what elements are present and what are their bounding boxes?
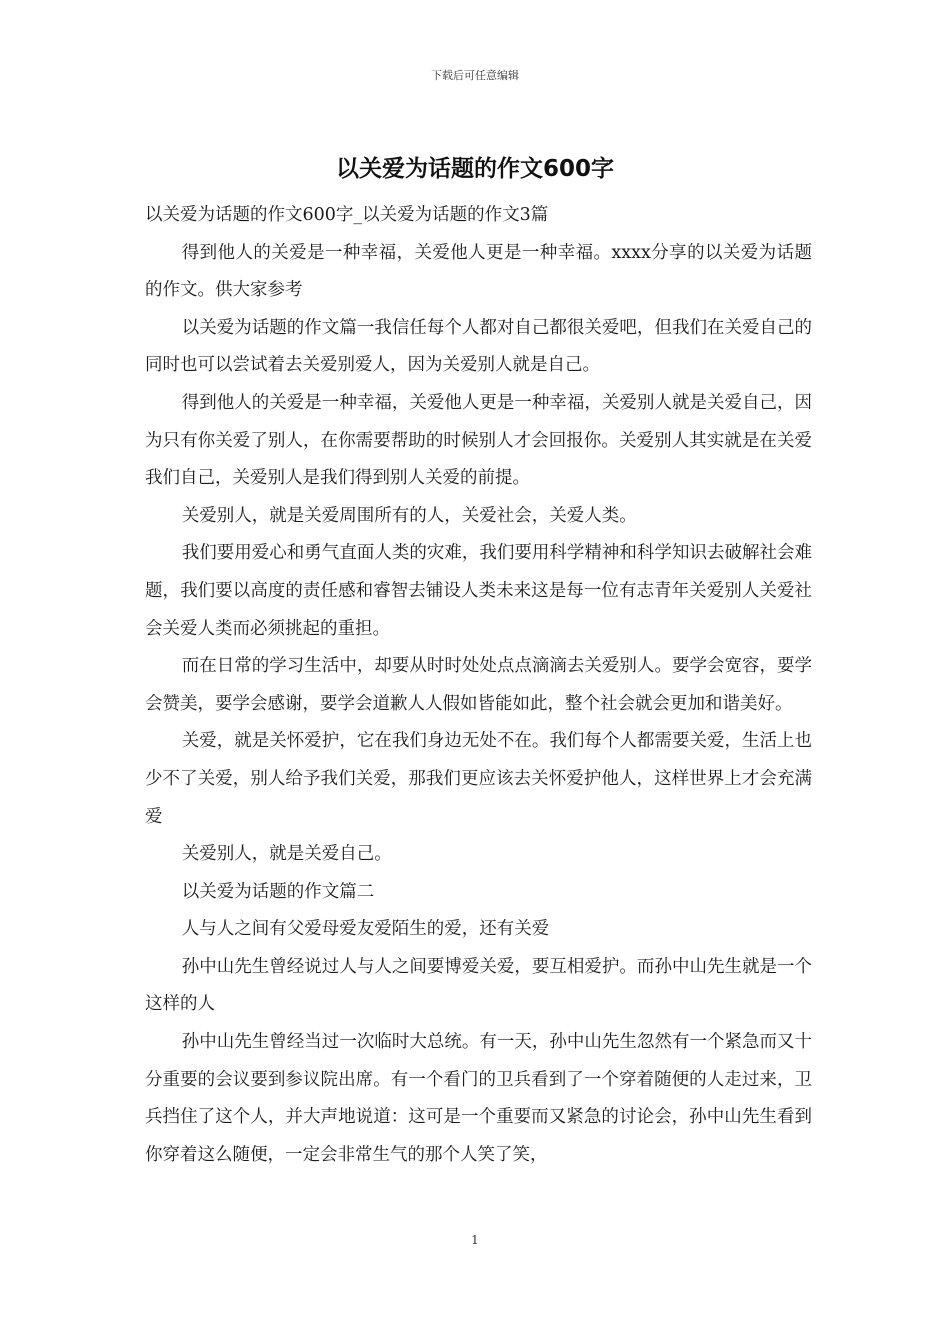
body-paragraph: 关爱别人，就是关爱周围所有的人，关爱社会，关爱人类。 — [181, 505, 637, 526]
body-paragraph: 关爱，就是关怀爱护，它在我们身边无处不在。我们每个人都需要关爱，生活上也少不了关爱，别人给予我们关爱，那我们更应该去关怀爱护他人，这样世界上才会充满爱 — [145, 731, 812, 827]
document-body — [145, 197, 812, 1174]
body-paragraph: 孙中山先生曾经当过一次临时大总统。有一天，孙中山先生忽然有一个紧急而又十分重要的会议要到参议院出席。有一个看门的卫兵看到了一个穿着随便的人走过来，卫兵挡住了这个人，并大声地说道：这可是一个重要而又紧急的讨论会，孙中山先生看到你穿着这么随便，一定会非常生气的那个人笑了笑， — [145, 1032, 812, 1165]
section-heading: 以关爱为话题的作文篇二 — [181, 881, 375, 902]
body-paragraph: 得到他人的关爱是一种幸福，关爱他人更是一种幸福，关爱别人就是关爱自己，因为只有你关爱了别人，在你需要帮助的时候别人才会回报你。关爱别人其实就是在关爱我们自己，关爱别人是我们得到别人关爱的前提。 — [145, 392, 812, 489]
body-paragraph: 人与人之间有父爱母爱友爱陌生的爱，还有关爱 — [181, 919, 550, 940]
body-paragraph: 我们要用爱心和勇气直面人类的灾难，我们要用科学精神和科学知识去破解社会难题，我们要以高度的责任感和睿智去铺设人类未来这是每一位有志青年关爱别人关爱社会关爱人类而必须挑起的重担。 — [145, 543, 812, 639]
subtitle-paragraph: 以关爱为话题的作文600字_以关爱为话题的作文3篇 — [145, 205, 549, 225]
body-paragraph: 孙中山先生曾经说过人与人之间要博爱关爱，要互相爱护。而孙中山先生就是一个这样的人 — [145, 956, 812, 1015]
page-number: 1 — [471, 1233, 479, 1247]
body-paragraph: 关爱别人，就是关爱自己。 — [181, 844, 392, 865]
body-paragraph: 而在日常的学习生活中，却要从时时处处点点滴滴去关爱别人。要学会宽容，要学会赞美，要学会感谢，要学会道歉人人假如皆能如此，整个社会就会更加和谐美好。 — [145, 656, 812, 714]
body-paragraph: 以关爱为话题的作文篇一我信任每个人都对自己都很关爱吧，但我们在关爱自己的同时也可以尝试着去关爱别爱人，因为关爱别人就是自己。 — [145, 317, 812, 376]
body-paragraph: 得到他人的关爱是一种幸福，关爱他人更是一种幸福。xxxx分享的以关爱为话题的作文。供大家参考 — [145, 242, 812, 301]
page-header: 下载后可任意编辑 — [431, 69, 519, 82]
document-title: 以关爱为话题的作文600字 — [335, 156, 614, 182]
